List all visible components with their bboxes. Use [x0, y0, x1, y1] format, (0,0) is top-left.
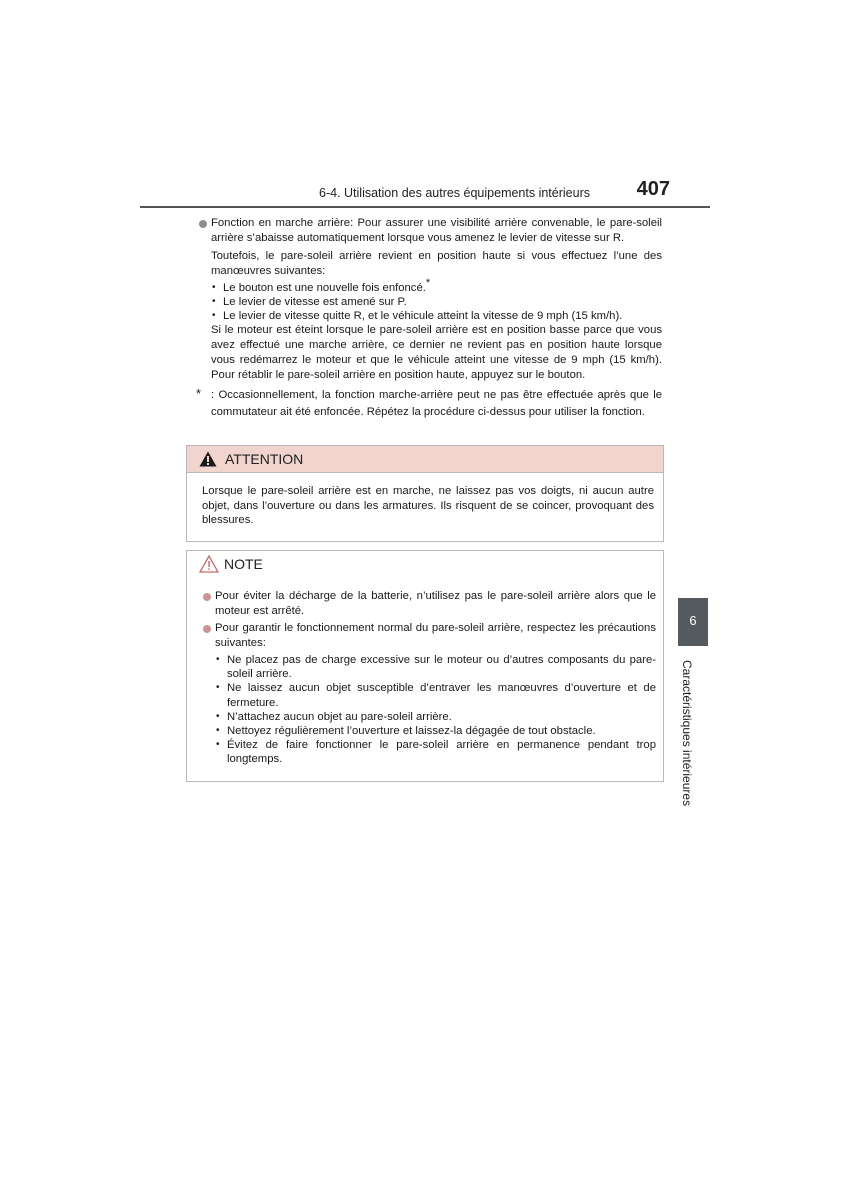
chapter-title: Caractéristiques intérieures: [680, 660, 694, 807]
intro-text: Fonction en marche arrière: Pour assurer une visibilité arrière convenable, le pare-soleil arrière s’abaisse automatiquement lorsque vous amenez le levier de vitesse sur R.: [211, 217, 662, 244]
condition-item: [211, 295, 662, 309]
attention-header: [187, 446, 663, 473]
attention-text: Lorsque le pare-soleil arrière est en marche, ne laissez pas vos doigts, ni aucun autre objet, dans l’ouverture ou dans les armatures. Ils risquent de se coincer, provoquant des blessures.: [202, 485, 654, 526]
bullet-dot-icon: [199, 220, 207, 228]
condition-text: Le levier de vitesse est amené sur P.: [223, 296, 407, 308]
precautions-list: [202, 653, 656, 767]
main-content: [196, 216, 662, 421]
condition-item: [211, 309, 662, 323]
note-bullet: [202, 589, 656, 618]
page-number: 407: [636, 178, 670, 200]
precaution-item: • Ne placez pas de charge excessive sur le moteur ou d’autres composants du pare-soleil arrière.: [215, 653, 656, 681]
note-bullet-text: Pour garantir le fonctionnement normal du pare-soleil arrière, respectez les précautions suivantes:: [215, 622, 656, 649]
header-divider: [140, 206, 710, 208]
moteur-paragraph: Si le moteur est éteint lorsque le pare-soleil arrière est en position basse parce que vous avez effectué une marche arrière, ce dernier ne revient pas en position haute lorsque vous redémarrez le moteur et que le véhicule atteint une vitesse de 9 mph (15 km/h). Pour rétablir le pare-soleil arrière en position haute, appuyez sur le bouton.: [211, 324, 662, 381]
precaution-item: • N’attachez aucun objet au pare-soleil arrière.: [215, 710, 656, 724]
precaution-item: • Évitez de faire fonctionner le pare-soleil arrière en permanence pendant trop longtemps.: [215, 738, 656, 766]
note-label: NOTE: [224, 556, 263, 572]
footnote: [196, 387, 662, 421]
bullet-dot-icon: [203, 593, 211, 601]
intro-bullet: [196, 216, 662, 246]
warning-triangle-icon: [199, 451, 217, 467]
note-bullet: [202, 621, 656, 650]
conditions-list: [196, 277, 662, 323]
condition-text: Le bouton est une nouvelle fois enfoncé.: [223, 282, 426, 294]
precaution-item: • Nettoyez régulièrement l’ouverture et laissez-la dégagée de tout obstacle.: [215, 724, 656, 738]
attention-box: [186, 445, 664, 542]
note-content: [202, 589, 656, 767]
footnote-text: : Occasionnellement, la fonction marche-arrière peut ne pas être effectuée après que le commutateur ait été enfoncée. Répétez la procédure ci-dessus pour utiliser la fonction.: [211, 389, 662, 418]
toutefois-paragraph: Toutefois, le pare-soleil arrière revient en position haute si vous effectuez l’une des manœuvres suivantes:: [211, 250, 662, 277]
precaution-item: • Ne laissez aucun objet susceptible d’entraver les manœuvres d’ouverture et de fermeture.: [215, 681, 656, 709]
caution-outline-icon: [199, 555, 219, 573]
footnote-asterisk: *: [196, 386, 202, 401]
attention-label: ATTENTION: [225, 451, 304, 467]
chapter-tab: 6: [678, 598, 708, 646]
note-box: [186, 550, 664, 782]
condition-asterisk: *: [425, 277, 431, 290]
note-bullet-text: Pour éviter la décharge de la batterie, n’utilisez pas le pare-soleil arrière alors que le moteur est arrêté.: [215, 590, 656, 617]
section-title: 6-4. Utilisation des autres équipements intérieurs: [319, 186, 590, 200]
condition-text: Le levier de vitesse quitte R, et le véhicule atteint la vitesse de 9 mph (15 km/h).: [223, 310, 623, 322]
note-header: [187, 551, 663, 579]
bullet-dot-icon: [203, 625, 211, 633]
condition-item: [211, 277, 662, 295]
